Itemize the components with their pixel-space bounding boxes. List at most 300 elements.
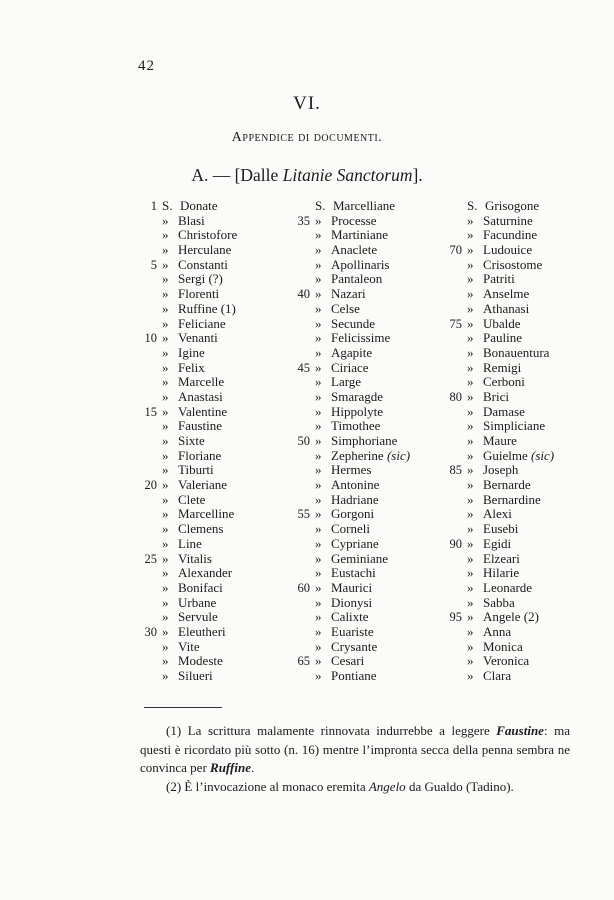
ditto-mark: » — [315, 433, 322, 448]
litany-entry — [162, 610, 237, 625]
litany-entry — [162, 640, 237, 655]
saint-name: Maure — [483, 433, 517, 448]
saint-name: Anaclete — [331, 242, 378, 258]
saint-name: Saturnine — [483, 212, 533, 228]
line-number: 70 — [449, 243, 462, 258]
ditto-mark: » — [162, 359, 169, 375]
litany-entry — [162, 214, 237, 229]
ditto-mark: » — [162, 447, 169, 463]
ditto-mark: » — [467, 462, 474, 478]
litany-entry — [162, 419, 237, 434]
ditto-mark: » — [467, 227, 474, 243]
saint-name: Cerboni — [483, 374, 525, 390]
ditto-mark: » — [467, 256, 474, 272]
litany-entry — [162, 463, 237, 478]
line-number: 35 — [297, 213, 310, 228]
litany-entry — [162, 507, 237, 522]
line-number: 65 — [297, 654, 310, 669]
ditto-mark: » — [162, 638, 169, 654]
ditto-mark: » — [162, 227, 169, 243]
saint-name: Angele (2) — [483, 609, 539, 625]
footnotes — [140, 722, 570, 796]
subheading-italic: Litanie Sanctorum — [282, 165, 413, 185]
litany-entry — [162, 522, 237, 537]
saint-name: Elzeari — [483, 550, 520, 566]
litany-entry — [162, 243, 237, 258]
saint-name: Veronica — [483, 653, 530, 669]
litany-entry — [162, 287, 237, 302]
saint-abbrev: S. — [315, 198, 326, 213]
footnote-rule — [144, 707, 222, 708]
saint-name: Sabba — [483, 594, 515, 610]
line-number: 60 — [297, 580, 310, 595]
saint-name: Donate — [180, 198, 218, 213]
ditto-mark: » — [467, 242, 474, 258]
litany-entry — [162, 375, 237, 390]
litany-entry — [315, 566, 410, 581]
saint-name: Agapite — [331, 344, 373, 360]
litany-entry — [449, 462, 554, 478]
saint-name: Athanasi — [483, 300, 530, 316]
ditto-mark: » — [162, 653, 169, 669]
ditto-mark: » — [315, 491, 322, 507]
ditto-mark: » — [315, 359, 322, 375]
footnote-1-a: (1) La scrittura malamente rinnovata indurrebbe a leggere — [166, 723, 497, 738]
litany-entry — [315, 228, 410, 243]
footnote-1 — [140, 722, 570, 778]
line-number: 75 — [449, 316, 462, 331]
ditto-mark: » — [162, 521, 169, 537]
saint-name: Vite — [178, 638, 200, 654]
litany-entry — [162, 581, 237, 596]
litany-entry — [449, 242, 554, 258]
saint-name: Large — [331, 374, 362, 390]
litany-entry — [315, 272, 410, 287]
footnote-2-b: Angelo — [368, 778, 406, 794]
litany-entry — [467, 331, 554, 346]
saint-name: Anselme — [483, 286, 530, 302]
litany-entry — [467, 669, 554, 684]
litany-entry — [467, 478, 554, 493]
saint-name: Clemens — [178, 521, 224, 537]
line-number: 5 — [150, 257, 157, 272]
ditto-mark: » — [315, 462, 322, 478]
ditto-mark: » — [315, 477, 322, 493]
ditto-mark: » — [162, 212, 169, 228]
litany-entry — [162, 272, 237, 287]
litany-entry — [315, 390, 410, 405]
ditto-mark: » — [467, 344, 474, 360]
litany-entry — [449, 609, 554, 625]
ditto-mark: » — [315, 212, 322, 228]
litany-entry — [297, 579, 410, 596]
saint-name: Ciriace — [331, 359, 369, 375]
ditto-mark: » — [315, 594, 322, 610]
litany-entry — [467, 361, 554, 376]
litany-entry — [162, 346, 237, 361]
litany-entry — [150, 256, 237, 273]
ditto-mark: » — [467, 286, 474, 302]
litany-entry — [315, 405, 410, 420]
saint-name: Damase — [483, 403, 525, 419]
ditto-mark: » — [315, 550, 322, 566]
saint-name: Alexander — [178, 565, 233, 581]
litany-entry — [315, 302, 410, 317]
saint-name: Timothee — [331, 418, 381, 434]
litany-entry — [315, 419, 410, 434]
ditto-mark: » — [467, 300, 474, 316]
ditto-mark: » — [315, 227, 322, 243]
ditto-mark: » — [315, 653, 322, 669]
saint-name: Faustine — [178, 418, 223, 434]
saint-name: Cesari — [331, 653, 365, 669]
saint-name: Antonine — [331, 477, 380, 493]
litany-column-3 — [449, 198, 555, 684]
ditto-mark: » — [315, 565, 322, 581]
saint-name: Gorgoni — [331, 506, 375, 522]
ditto-mark: » — [162, 330, 169, 346]
subheading — [0, 165, 614, 186]
line-number: 40 — [297, 287, 310, 302]
saint-name: Simpliciane — [483, 418, 546, 434]
ditto-mark: » — [467, 668, 474, 683]
litany-entry — [449, 535, 554, 552]
saint-name: Corneli — [331, 521, 370, 537]
litany-entry — [467, 375, 554, 390]
litany-entry — [162, 361, 237, 376]
litany-entry — [297, 212, 410, 229]
ditto-mark: » — [315, 521, 322, 537]
line-number: 1 — [150, 199, 157, 213]
saint-name: Ubalde — [483, 315, 521, 331]
ditto-mark: » — [467, 594, 474, 610]
subheading-suffix: ]. — [412, 165, 423, 185]
saint-name: Guielme — [483, 447, 528, 463]
ditto-mark: » — [467, 535, 474, 551]
litany-entry — [467, 434, 554, 449]
litany-entry — [315, 493, 410, 508]
saint-name: Euariste — [331, 623, 374, 639]
ditto-mark: » — [467, 491, 474, 507]
ditto-mark: » — [467, 374, 474, 390]
ditto-mark: » — [162, 344, 169, 360]
saint-name: Blasi — [178, 212, 205, 228]
ditto-mark: » — [162, 315, 169, 331]
litany-entry — [297, 359, 410, 376]
sic-note: (sic) — [531, 447, 555, 463]
saint-name: Bernardine — [483, 491, 541, 507]
saint-name: Grisogone — [485, 198, 540, 213]
ditto-mark: » — [315, 638, 322, 654]
litany-entry — [467, 199, 554, 214]
saint-name: Ludouice — [483, 242, 533, 258]
ditto-mark: » — [315, 506, 322, 522]
saint-name: Anna — [483, 623, 512, 639]
litany-entry — [467, 552, 554, 567]
litany-entry — [315, 596, 410, 611]
litany-entry — [315, 463, 410, 478]
litany-entry — [467, 287, 554, 302]
litany-entry — [162, 537, 237, 552]
litany-entry — [150, 198, 237, 214]
litany-entry — [162, 566, 237, 581]
litany-entry — [162, 493, 237, 508]
litany-entry — [162, 228, 237, 243]
ditto-mark: » — [162, 668, 169, 683]
saint-name: Floriane — [178, 447, 222, 463]
litany-entry — [315, 243, 410, 258]
litany-entry — [315, 317, 410, 332]
saint-name: Cypriane — [331, 535, 379, 551]
ditto-mark: » — [162, 242, 169, 258]
litany-entry — [315, 625, 410, 640]
litany-entry — [315, 258, 410, 273]
saint-name: Dionysi — [331, 594, 373, 610]
litany-entry — [162, 596, 237, 611]
saint-name: Facundine — [483, 227, 538, 243]
ditto-mark: » — [315, 271, 322, 287]
saint-abbrev: S. — [467, 198, 478, 213]
litany-entry — [467, 302, 554, 317]
line-number: 30 — [144, 624, 157, 639]
saint-name: Marcelle — [178, 374, 225, 390]
litany-entry — [467, 214, 554, 229]
ditto-mark: » — [467, 579, 474, 595]
ditto-mark: » — [315, 623, 322, 639]
ditto-mark: » — [467, 433, 474, 448]
ditto-mark: » — [162, 271, 169, 287]
litany-entry — [162, 302, 237, 317]
saint-name: Anastasi — [178, 388, 223, 404]
page-number: 42 — [138, 58, 155, 74]
ditto-mark: » — [162, 623, 169, 639]
saint-name: Calixte — [331, 609, 369, 625]
line-number: 15 — [144, 404, 157, 419]
saint-name: Eusebi — [483, 521, 519, 537]
ditto-mark: » — [467, 521, 474, 537]
ditto-mark: » — [467, 623, 474, 639]
saint-name: Silueri — [178, 668, 213, 683]
ditto-mark: » — [162, 403, 169, 419]
ditto-mark: » — [315, 609, 322, 625]
heading: Appendice di documenti. — [231, 130, 383, 145]
litany-entry — [297, 653, 410, 669]
litany-entry — [144, 550, 237, 567]
footnote-2-c: da Gualdo (Tadino). — [405, 778, 514, 794]
saint-name: Line — [178, 535, 202, 551]
saint-name: Nazari — [331, 286, 366, 302]
ditto-mark: » — [162, 388, 169, 404]
ditto-mark: » — [162, 418, 169, 434]
footnote-1-d: Ruffine — [210, 760, 251, 775]
saint-name: Celse — [331, 300, 360, 316]
litany-entry — [315, 331, 410, 346]
ditto-mark: » — [467, 388, 474, 404]
litany-column-2 — [297, 198, 411, 684]
saint-name: Hadriane — [331, 491, 379, 507]
saint-name: Monica — [483, 638, 523, 654]
ditto-mark: » — [162, 506, 169, 522]
litany-entry — [315, 449, 410, 464]
saint-name: Hilarie — [483, 565, 520, 581]
saint-name: Hermes — [331, 462, 372, 478]
litany-entry — [467, 625, 554, 640]
ditto-mark: » — [315, 256, 322, 272]
litany-entry — [467, 640, 554, 655]
footnote-1-c: : ma questi è ricordato più sotto (n. 16) mentre l’impronta secca della penna sembra ne convinca per — [140, 723, 570, 775]
saint-name: Vitalis — [178, 550, 212, 566]
ditto-mark: » — [162, 256, 169, 272]
litany-entry — [297, 286, 410, 302]
ditto-mark: » — [162, 300, 169, 316]
saint-name: Bonauentura — [483, 344, 550, 360]
ditto-mark: » — [467, 565, 474, 581]
ditto-mark: » — [467, 212, 474, 228]
saint-name: Leonarde — [483, 579, 533, 595]
litany-entry — [467, 522, 554, 537]
footnote-1-b: Faustine — [496, 723, 544, 738]
ditto-mark: » — [162, 609, 169, 625]
ditto-mark: » — [162, 462, 169, 478]
saint-name: Secunde — [331, 315, 376, 331]
litany-entry — [144, 403, 237, 420]
saint-name: Maurici — [331, 579, 373, 595]
saint-name: Egidi — [483, 535, 512, 551]
ditto-mark: » — [162, 565, 169, 581]
saint-name: Crysante — [331, 638, 378, 654]
footnote-2 — [140, 778, 570, 797]
ditto-mark: » — [162, 594, 169, 610]
saint-name: Sergi (?) — [178, 271, 223, 287]
ditto-mark: » — [467, 330, 474, 346]
ditto-mark: » — [467, 653, 474, 669]
ditto-mark: » — [467, 359, 474, 375]
ditto-mark: » — [162, 491, 169, 507]
litany-entry — [467, 258, 554, 273]
litany-entry — [467, 493, 554, 508]
litany-entry — [144, 477, 237, 493]
litany-entry — [297, 433, 410, 449]
litany-entry — [315, 669, 410, 684]
saint-name: Clete — [178, 491, 206, 507]
ditto-mark: » — [315, 579, 322, 595]
litany-entry — [297, 506, 410, 522]
ditto-mark: » — [162, 477, 169, 493]
saint-name: Martiniane — [331, 227, 389, 243]
litany-entry — [315, 610, 410, 625]
litany-entry — [315, 552, 410, 567]
saint-name: Eleutheri — [178, 623, 226, 639]
saint-name: Marcelline — [178, 506, 235, 522]
saint-name: Modeste — [178, 653, 223, 669]
ditto-mark: » — [315, 300, 322, 316]
ditto-mark: » — [315, 242, 322, 258]
ditto-mark: » — [467, 638, 474, 654]
litany-entry — [144, 623, 237, 640]
litany-entry — [162, 449, 237, 464]
saint-name: Bonifaci — [178, 579, 223, 595]
litany-entry — [467, 419, 554, 434]
ditto-mark: » — [315, 374, 322, 390]
line-number: 55 — [297, 507, 310, 522]
ditto-mark: » — [315, 286, 322, 302]
saint-name: Patriti — [483, 271, 515, 287]
litany-entry — [467, 507, 554, 522]
saint-name: Tiburti — [178, 462, 214, 478]
footnote-1-e: . — [250, 760, 255, 775]
footnote-2-a: (2) È l’invocazione al monaco eremita — [166, 778, 369, 794]
litany-entry — [467, 654, 554, 669]
litany-entry — [162, 317, 237, 332]
litany-entry — [315, 537, 410, 552]
saint-name: Smaragde — [331, 388, 383, 404]
ditto-mark: » — [467, 418, 474, 434]
ditto-mark: » — [467, 447, 474, 463]
line-number: 50 — [297, 434, 310, 448]
saint-name: Apollinaris — [331, 256, 390, 272]
ditto-mark: » — [315, 330, 322, 346]
ditto-mark: » — [315, 418, 322, 434]
ditto-mark: » — [315, 344, 322, 360]
saint-name: Geminiane — [331, 550, 389, 566]
line-number: 20 — [144, 478, 157, 493]
saint-name: Felix — [178, 359, 205, 375]
saint-name: Zepherine — [331, 447, 384, 463]
ditto-mark: » — [467, 477, 474, 493]
saint-name: Remigi — [483, 359, 522, 375]
litany-entry — [467, 272, 554, 287]
litany-entry — [162, 390, 237, 405]
saint-name: Valentine — [178, 403, 228, 419]
saint-name: Ruffine (1) — [178, 300, 236, 316]
ditto-mark: » — [315, 447, 322, 463]
saint-name: Simphoriane — [331, 433, 398, 448]
saint-name: Pantaleon — [331, 271, 383, 287]
saint-name: Bernarde — [483, 477, 531, 493]
saint-name: Valeriane — [178, 477, 228, 493]
ditto-mark: » — [162, 535, 169, 551]
saint-name: Venanti — [178, 330, 218, 346]
litany-entry — [144, 330, 237, 346]
line-number: 95 — [449, 610, 462, 625]
saint-abbrev: S. — [162, 198, 173, 213]
litany-entry — [467, 596, 554, 611]
saint-name: Herculane — [178, 242, 232, 258]
ditto-mark: » — [162, 550, 169, 566]
saint-name: Sixte — [178, 433, 205, 448]
sic-note: (sic) — [386, 447, 411, 463]
ditto-mark: » — [162, 286, 169, 302]
line-number: 90 — [449, 536, 462, 551]
saint-name: Alexi — [483, 506, 512, 522]
saint-name: Joseph — [483, 462, 519, 478]
ditto-mark: » — [315, 388, 322, 404]
subheading-prefix: A. — [Dalle — [191, 165, 283, 185]
ditto-mark: » — [162, 579, 169, 595]
litany-entry — [467, 228, 554, 243]
saint-name: Felicissime — [331, 330, 391, 346]
litany-entry — [315, 522, 410, 537]
litany-entry — [162, 654, 237, 669]
litany-entry — [315, 199, 410, 214]
line-number: 45 — [297, 360, 310, 375]
ditto-mark: » — [315, 668, 322, 683]
line-number: 10 — [144, 331, 157, 346]
litany-entry — [449, 315, 554, 332]
saint-name: Clara — [483, 668, 512, 683]
litany-entry — [162, 434, 237, 449]
litany-entry — [315, 375, 410, 390]
